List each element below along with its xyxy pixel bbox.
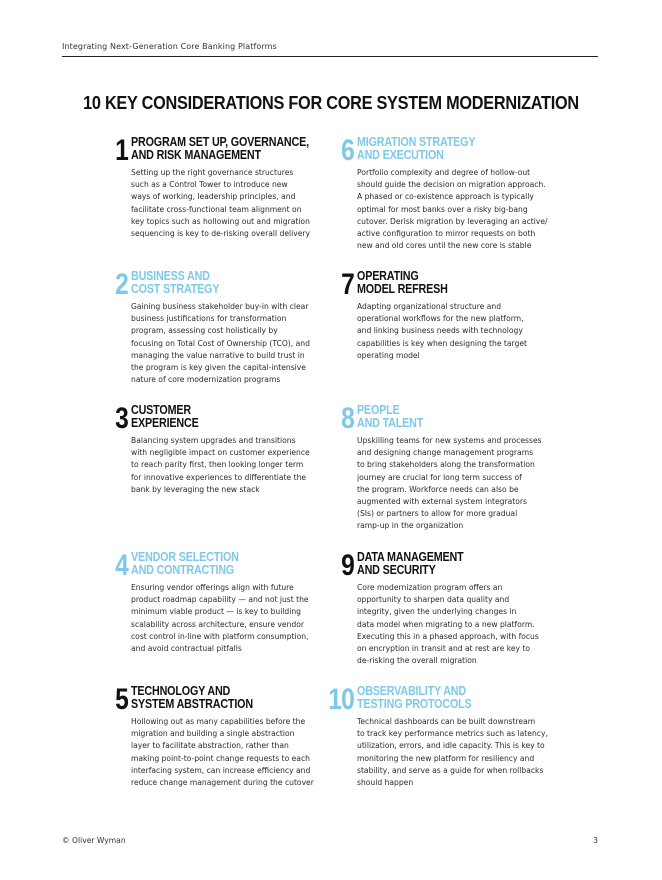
item-number: 1: [115, 134, 128, 167]
item-body: Gaining business stakeholder buy-in with clear business justifications for transformation program, assessing cost holistically by focusing on Total Cost of Ownership (TCO), and managing the value narrative to build trust in the program is key given the capital-intensive nature of core modernization programs: [131, 302, 310, 385]
item-heading: OBSERVABILITY AND TESTING PROTOCOLS: [357, 684, 472, 711]
item-body: Balancing system upgrades and transitions with negligible impact on customer experience to reach parity first, then looking longer term for innovative experiences to differentiate the bank by leveraging the new stack: [131, 436, 310, 494]
item-number: 9: [341, 549, 354, 582]
item-heading: OPERATING MODEL REFRESH: [357, 269, 448, 296]
consideration-4: [115, 549, 331, 655]
item-number: 4: [115, 549, 128, 582]
item-body: Ensuring vendor offerings align with future product roadmap capability — and not just the minimum viable product — is key to building scalability across architecture, ensure vendor cost control in-line with platform consumption, and avoid contractual pitfalls: [131, 583, 309, 654]
item-number: 7: [341, 268, 354, 301]
item-number: 3: [115, 402, 128, 435]
item-body: Core modernization program offers an opportunity to sharpen data quality and integrity, given the underlying changes in data model when migrating to a new platform. Executing this in a phased approach, with focus on encryption in transit and at rest are key to de-risking the overall migration: [357, 583, 539, 666]
item-body: Portfolio complexity and degree of hollow-out should guide the decision on migration approach. A phased or co-existence approach is typically optimal for most banks over a risky big-bang cutover. Derisk migration by leveraging an active/ active configuration to mirror requests on both new and old cores until the new core is stable: [357, 168, 548, 251]
consideration-10: [328, 683, 557, 789]
item-heading: DATA MANAGEMENT AND SECURITY: [357, 550, 464, 577]
item-heading: BUSINESS AND COST STRATEGY: [131, 269, 220, 296]
item-body: Technical dashboards can be built downstream to track key performance metrics such as latency, utilization, errors, and idle capacity. This is key to monitoring the new platform for resiliency and stability, and serve as a guide for when rollbacks should happen: [357, 717, 548, 788]
consideration-7: [341, 268, 557, 362]
page-number: 3: [593, 836, 598, 845]
copyright: © Oliver Wyman: [62, 836, 126, 845]
consideration-2: [115, 268, 331, 386]
page-title: 10 KEY CONSIDERATIONS FOR CORE SYSTEM MODERNIZATION: [83, 92, 579, 113]
header-divider: [62, 56, 598, 57]
item-body: Hollowing out as many capabilities before the migration and building a single abstraction layer to facilitate abstraction, rather than making point-to-point change requests to each interfacing system, can increase efficiency and reduce change management during the cutover: [131, 717, 314, 788]
item-heading: TECHNOLOGY AND SYSTEM ABSTRACTION: [131, 684, 253, 711]
item-number: 6: [341, 134, 354, 167]
consideration-5: [115, 683, 331, 789]
item-heading: MIGRATION STRATEGY AND EXECUTION: [357, 135, 476, 162]
item-body: Adapting organizational structure and operational workflows for the new platform, and linking business needs with technology capabilities is key when designing the target operating model: [357, 302, 528, 360]
item-heading: VENDOR SELECTION AND CONTRACTING: [131, 550, 239, 577]
consideration-8: [341, 402, 557, 533]
item-number: 10: [328, 683, 354, 716]
item-body: Setting up the right governance structures such as a Control Tower to introduce new ways of working, leadership principles, and facilitate cross-functional team alignment on key topics such as hollowing out and migration sequencing is key to de-risking overall delivery: [131, 168, 310, 239]
item-body: Upskilling teams for new systems and processes and designing change management programs to bring stakeholders along the transformation journey are crucial for long term success of the program. Workforce needs can also be augmented with external system integrators (SIs) or partners to allow for more gradual ramp-up in the organization: [357, 436, 542, 531]
item-heading: PEOPLE AND TALENT: [357, 403, 424, 430]
consideration-6: [341, 134, 557, 252]
item-number: 8: [341, 402, 354, 435]
consideration-3: [115, 402, 331, 496]
item-heading: PROGRAM SET UP, GOVERNANCE, AND RISK MANAGEMENT: [131, 135, 309, 162]
consideration-1: [115, 134, 331, 240]
item-heading: CUSTOMER EXPERIENCE: [131, 403, 199, 430]
running-header: Integrating Next-Generation Core Banking Platforms: [62, 42, 277, 51]
consideration-9: [341, 549, 557, 667]
item-number: 2: [115, 268, 128, 301]
item-number: 5: [115, 683, 128, 716]
